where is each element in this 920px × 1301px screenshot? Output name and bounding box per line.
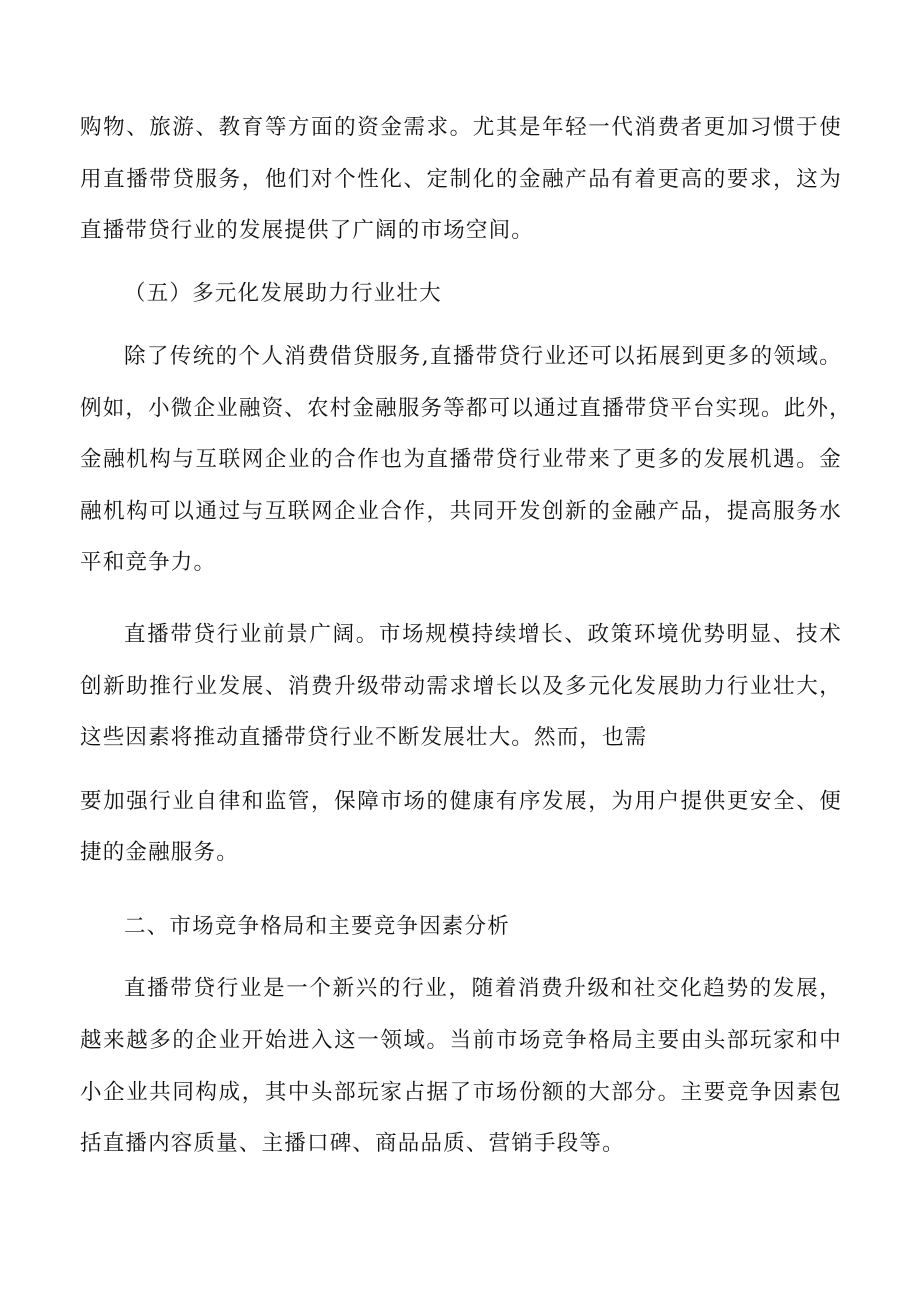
text-line: 越来越多的企业开始进入这一领域。当前市场竞争格局主要由头部玩家和中 bbox=[80, 1028, 842, 1053]
section-heading: （五）多元化发展助力行业壮大 bbox=[124, 281, 442, 306]
text-line: 除了传统的个人消费借贷服务,直播带贷行业还可以拓展到更多的领域。 bbox=[124, 344, 842, 369]
text-line: 例如，小微企业融资、农村金融服务等都可以通过直播带贷平台实现。此外， bbox=[80, 396, 852, 421]
text-line: 直播带贷行业的发展提供了广阔的市场空间。 bbox=[80, 218, 535, 243]
text-line: 这些因素将推动直播带贷行业不断发展壮大。然而，也需 bbox=[80, 725, 648, 750]
text-line: 直播带贷行业前景广阔。市场规模持续增长、政策环境优势明显、技术 bbox=[124, 622, 842, 647]
text-line: 金融机构与互联网企业的合作也为直播带贷行业带来了更多的发展机遇。金 bbox=[80, 447, 842, 472]
text-line: 括直播内容质量、主播口碑、商品品质、营销手段等。 bbox=[80, 1131, 625, 1156]
text-line: 用直播带贷服务，他们对个性化、定制化的金融产品有着更高的要求，这为 bbox=[80, 167, 842, 192]
text-line: 小企业共同构成，其中头部玩家占据了市场份额的大部分。主要竞争因素包 bbox=[80, 1080, 842, 1105]
text-line: 直播带贷行业是一个新兴的行业，随着消费升级和社交化趋势的发展， bbox=[124, 976, 842, 1001]
text-line: 创新助推行业发展、消费升级带动需求增长以及多元化发展助力行业壮大， bbox=[80, 674, 842, 699]
text-line: 捷的金融服务。 bbox=[80, 840, 239, 865]
section-heading: 二、市场竞争格局和主要竞争因素分析 bbox=[124, 914, 510, 939]
text-line: 平和竞争力。 bbox=[80, 550, 217, 575]
text-line: 要加强行业自律和监管，保障市场的健康有序发展，为用户提供更安全、便 bbox=[80, 789, 842, 814]
text-line: 融机构可以通过与互联网企业合作，共同开发创新的金融产品，提高服务水 bbox=[80, 499, 842, 524]
text-line: 购物、旅游、教育等方面的资金需求。尤其是年轻一代消费者更加习惯于使 bbox=[80, 115, 842, 140]
